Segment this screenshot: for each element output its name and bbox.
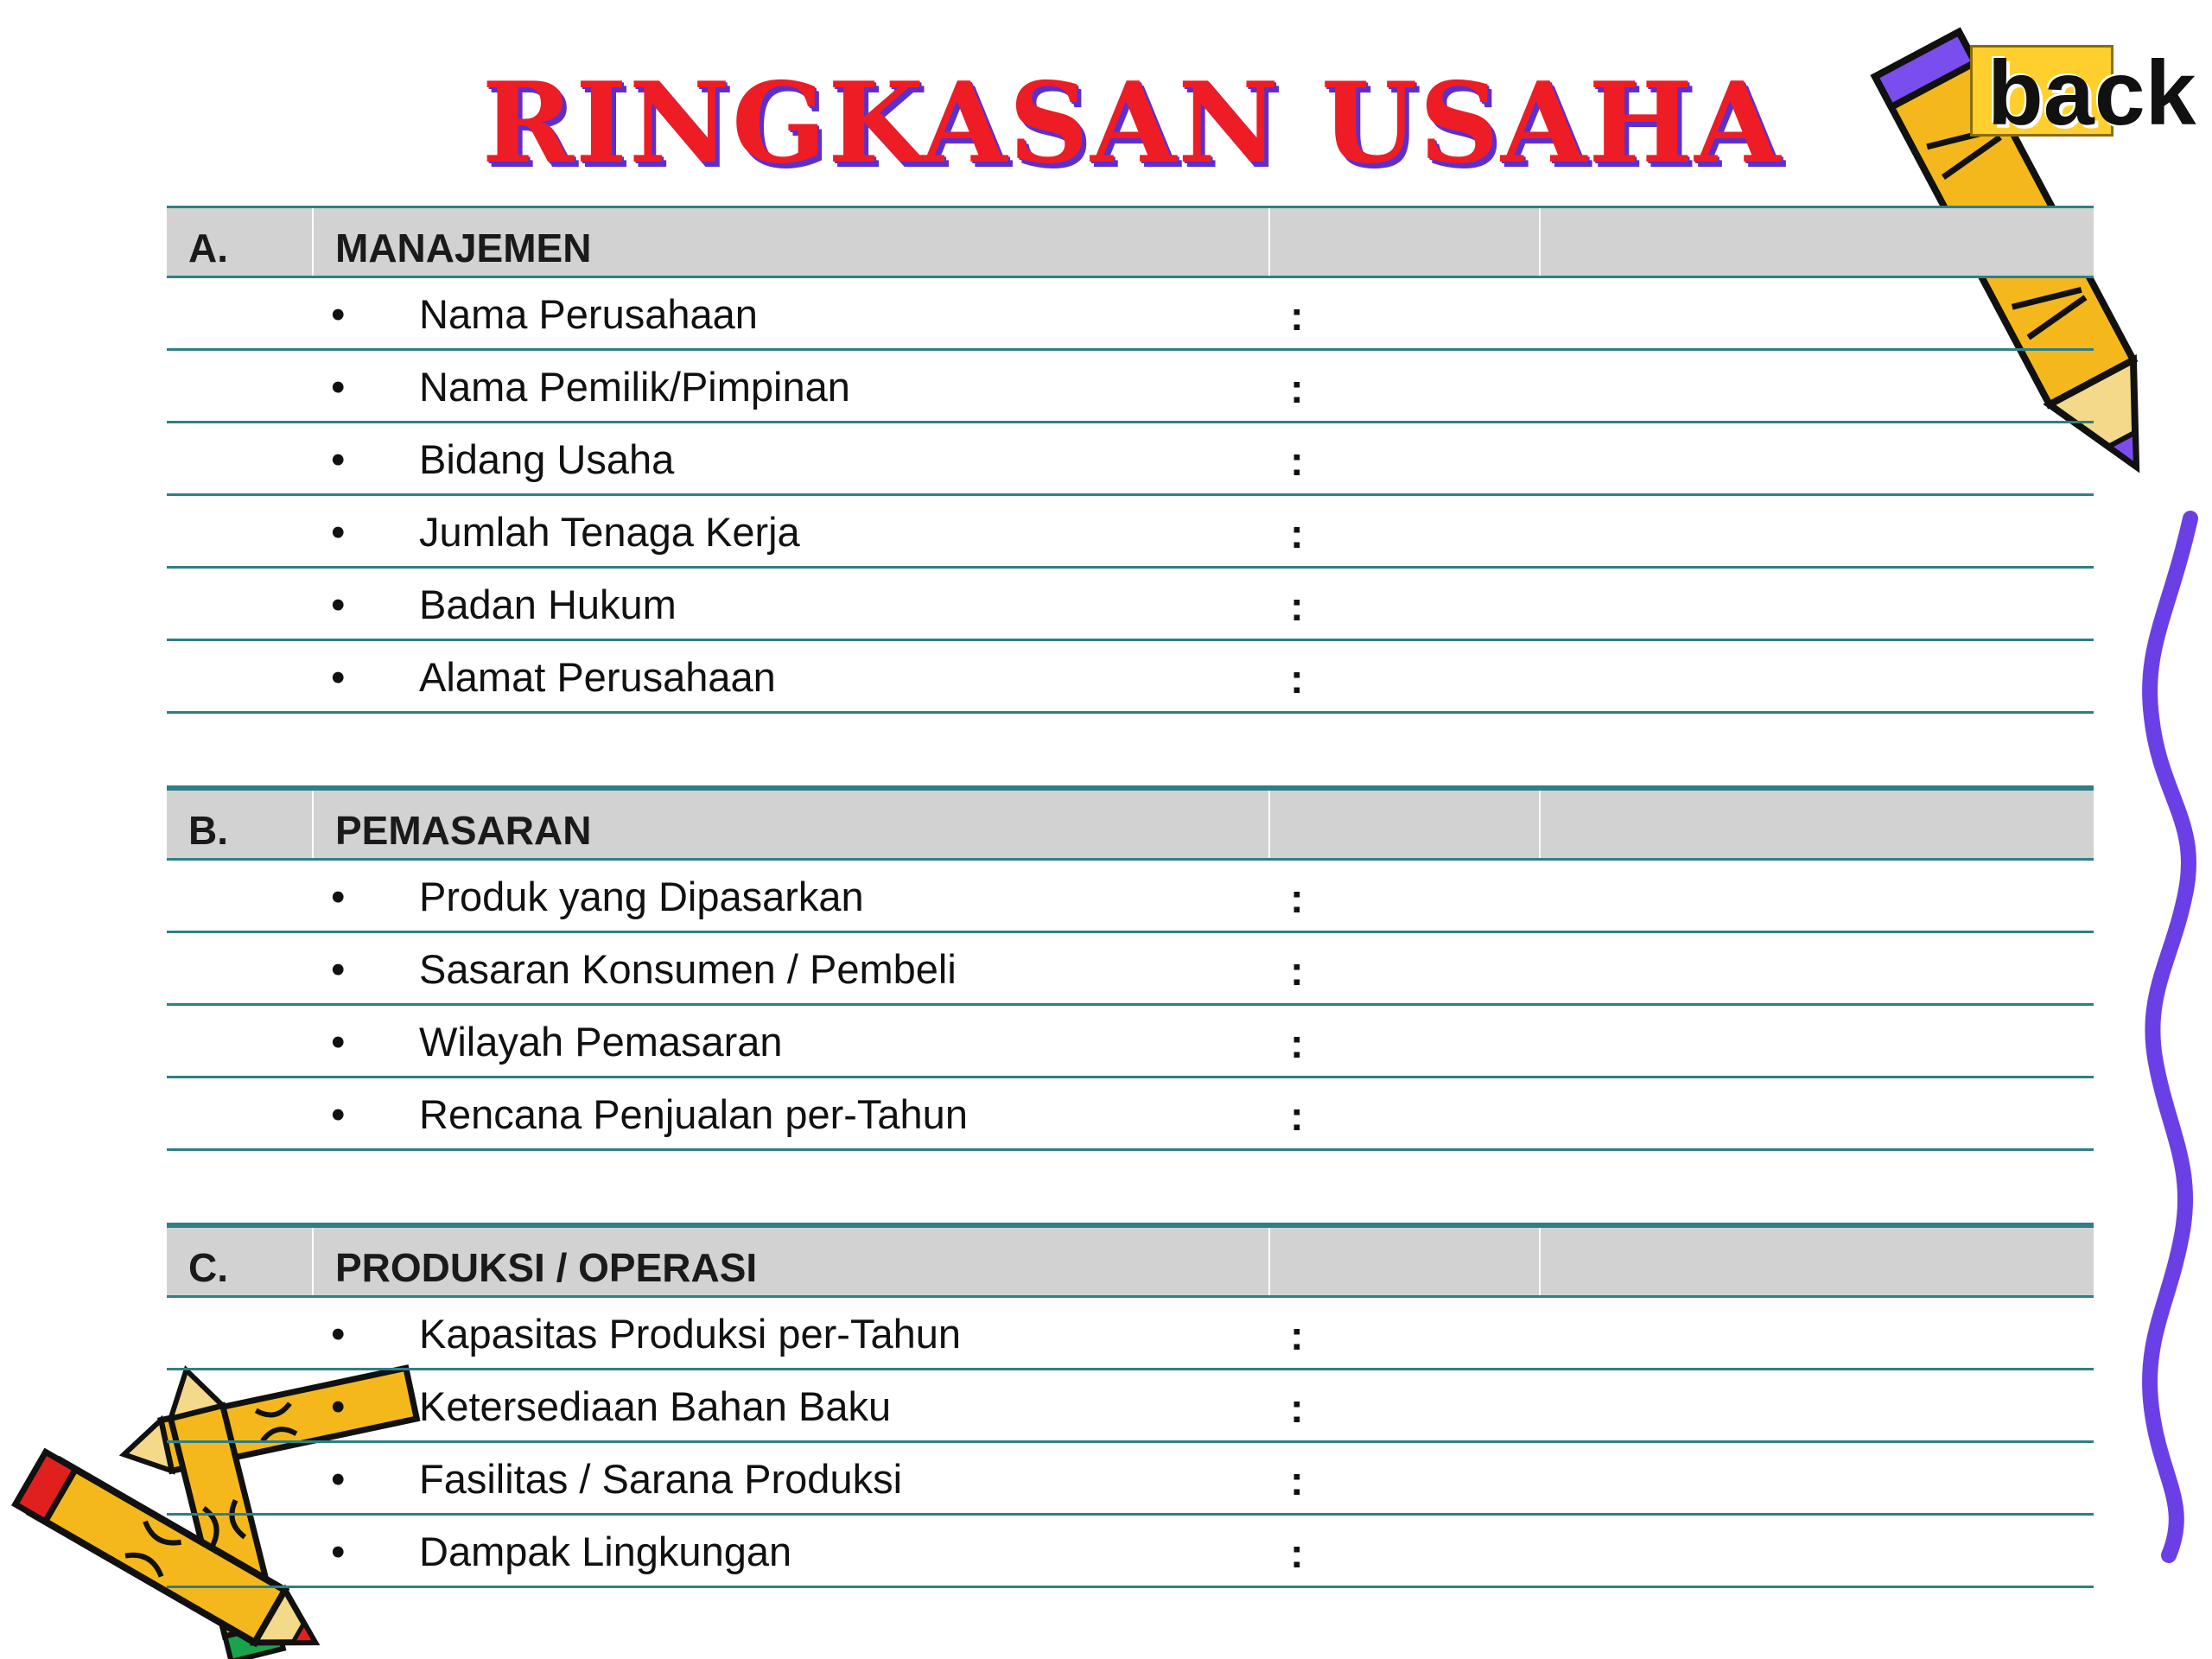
row-colon: : (1290, 1458, 1304, 1503)
bullet: • (331, 1091, 346, 1137)
section-letter: C. (188, 1245, 228, 1290)
row-colon: : (1290, 875, 1304, 921)
page-title: RINGKASAN USAHA (481, 59, 1783, 188)
column-divider (1268, 208, 1270, 276)
table-row (167, 423, 2094, 496)
column-divider (1539, 1228, 1541, 1295)
table-row (167, 569, 2094, 641)
bullet: • (331, 1311, 346, 1357)
column-divider (1539, 791, 1541, 858)
row-colon: : (1290, 948, 1304, 994)
summary-table (167, 206, 2094, 1588)
bullet: • (331, 364, 346, 410)
wavy-line-decoration (2108, 510, 2203, 1573)
bullet: • (331, 291, 346, 337)
column-divider (312, 1228, 314, 1295)
section-name: MANAJEMEN (335, 226, 592, 270)
row-colon: : (1290, 1093, 1304, 1139)
table-row (167, 1006, 2094, 1078)
section-letter: B. (188, 808, 228, 853)
bullet: • (331, 1383, 346, 1429)
row-label: Ketersediaan Bahan Baku (419, 1383, 892, 1429)
row-colon: : (1290, 656, 1304, 702)
table-row (167, 278, 2094, 351)
table-row (167, 933, 2094, 1006)
row-colon: : (1290, 438, 1304, 484)
table-row (167, 496, 2094, 569)
table-row (167, 1443, 2094, 1516)
column-divider (312, 791, 314, 858)
row-label: Fasilitas / Sarana Produksi (419, 1456, 903, 1502)
section-name: PEMASARAN (335, 808, 592, 853)
row-colon: : (1290, 365, 1304, 411)
bullet: • (331, 436, 346, 482)
table-row (167, 1516, 2094, 1588)
row-label: Nama Perusahaan (419, 291, 758, 337)
bullet: • (331, 509, 346, 555)
table-row (167, 1370, 2094, 1443)
spacer-row (167, 714, 2094, 788)
table-row (167, 861, 2094, 933)
row-label: Badan Hukum (419, 582, 677, 627)
section-header-manajemen (167, 206, 2094, 278)
bullet: • (331, 1456, 346, 1502)
spacer-row (167, 1151, 2094, 1225)
row-colon: : (1290, 511, 1304, 556)
bullet: • (331, 1529, 346, 1574)
row-colon: : (1290, 1530, 1304, 1576)
row-colon: : (1290, 1385, 1304, 1431)
table-row (167, 1298, 2094, 1370)
bullet: • (331, 582, 346, 627)
back-button[interactable]: back (1987, 42, 2196, 144)
row-colon: : (1290, 293, 1304, 339)
row-label: Rencana Penjualan per-Tahun (419, 1091, 968, 1137)
column-divider (1268, 791, 1270, 858)
section-name: PRODUKSI / OPERASI (335, 1245, 758, 1290)
row-colon: : (1290, 583, 1304, 629)
column-divider (1268, 1228, 1270, 1295)
bullet: • (331, 1019, 346, 1065)
row-label: Jumlah Tenaga Kerja (419, 509, 800, 555)
table-row (167, 351, 2094, 423)
column-divider (312, 208, 314, 276)
section-header-produksi (167, 1225, 2094, 1298)
section-letter: A. (188, 226, 228, 270)
row-label: Kapasitas Produksi per-Tahun (419, 1311, 962, 1357)
row-label: Wilayah Pemasaran (419, 1019, 783, 1065)
row-label: Bidang Usaha (419, 436, 675, 482)
row-label: Produk yang Dipasarkan (419, 874, 864, 919)
row-label: Sasaran Konsumen / Pembeli (419, 946, 957, 992)
row-label: Dampak Lingkungan (419, 1529, 792, 1574)
row-colon: : (1290, 1313, 1304, 1358)
row-label: Nama Pemilik/Pimpinan (419, 364, 850, 410)
column-divider (1539, 208, 1541, 276)
row-label: Alamat Perusahaan (419, 654, 776, 700)
table-row (167, 641, 2094, 714)
bullet: • (331, 654, 346, 700)
row-colon: : (1290, 1020, 1304, 1066)
bullet: • (331, 946, 346, 992)
bullet: • (331, 874, 346, 919)
section-header-pemasaran (167, 788, 2094, 861)
table-row (167, 1078, 2094, 1151)
